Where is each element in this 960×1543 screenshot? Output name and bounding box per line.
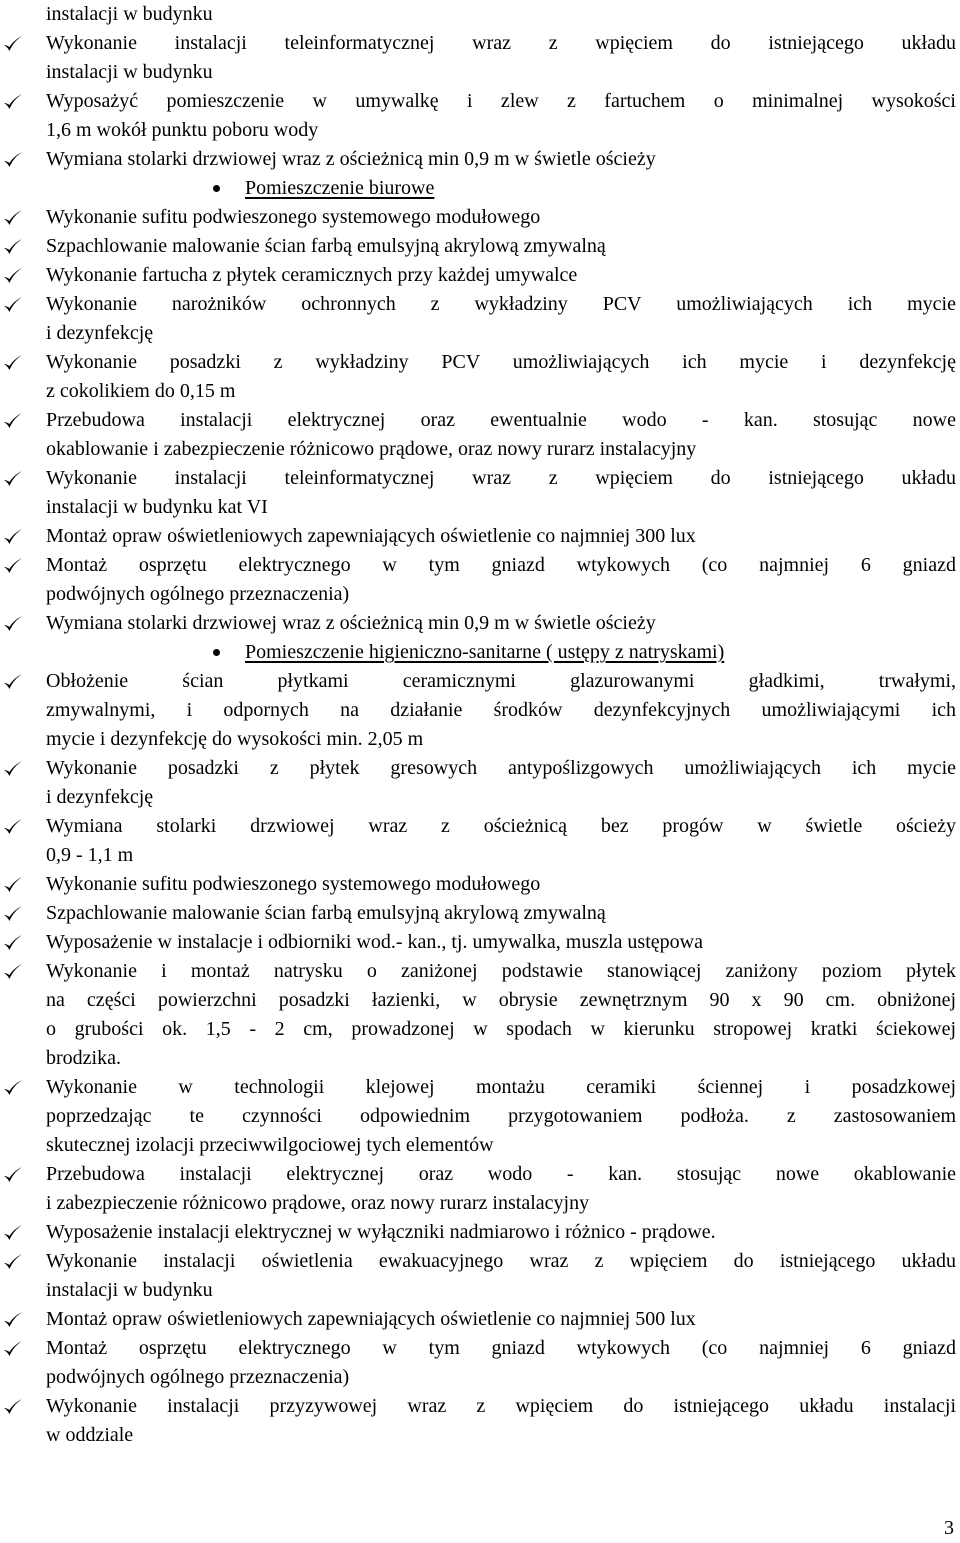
list-item-text: Wykonanie posadzki z wykładziny PCV umożliwiających ich mycie i dezynfekcję xyxy=(46,351,956,373)
list-item xyxy=(0,29,958,58)
list-item-continuation xyxy=(0,1421,958,1450)
list-item xyxy=(0,957,958,986)
checkmark-icon xyxy=(2,406,26,435)
list-item-continuation xyxy=(0,1189,958,1218)
list-item-text: Wykonanie sufitu podwieszonego systemowego modułowego xyxy=(46,206,541,228)
list-item xyxy=(0,609,958,638)
list-item xyxy=(0,1218,958,1247)
checkmark-icon xyxy=(2,145,26,174)
bullet-icon xyxy=(213,649,220,656)
list-item-text: Wykonanie i montaż natrysku o zaniżonej podstawie stanowiącej zaniżony poziom płytek xyxy=(46,960,956,982)
list-item-text: poprzedzając te czynności odpowiednim przygotowaniem podłoża. z zastosowaniem xyxy=(46,1105,956,1127)
section-heading-text: Pomieszczenie higieniczno-sanitarne ( ustępy z natryskami) xyxy=(245,641,725,663)
list-item xyxy=(0,406,958,435)
checkmark-icon xyxy=(2,232,26,261)
list-item-text: okablowanie i zabezpieczenie różnicowo prądowe, oraz nowy rurarz instalacyjny xyxy=(46,438,697,460)
list-item-text: skutecznej izolacji przeciwwilgociowej tych elementów xyxy=(46,1134,494,1156)
list-item xyxy=(0,1392,958,1421)
page-number: 3 xyxy=(944,1517,954,1539)
list-item-text: instalacji w budynku xyxy=(46,61,213,83)
list-item-continuation xyxy=(0,435,958,464)
list-item-text: 1,6 m wokół punktu poboru wody xyxy=(46,119,319,141)
list-item-continuation xyxy=(0,377,958,406)
list-item-text: 0,9 - 1,1 m xyxy=(46,844,134,866)
list-item xyxy=(0,928,958,957)
list-item-text: z cokolikiem do 0,15 m xyxy=(46,380,236,402)
checkmark-icon xyxy=(2,812,26,841)
list-item-text: Wykonanie w technologii klejowej montażu ceramiki ściennej i posadzkowej xyxy=(46,1076,956,1098)
checkmark-icon xyxy=(2,290,26,319)
checkmark-icon xyxy=(2,667,26,696)
checkmark-icon xyxy=(2,870,26,899)
list-item-text: Wykonanie narożników ochronnych z wykładziny PCV umożliwiających ich mycie xyxy=(46,293,956,315)
list-item-text: mycie i dezynfekcję do wysokości min. 2,05 m xyxy=(46,728,424,750)
list-item-text: podwójnych ogólnego przeznaczenia) xyxy=(46,1366,350,1388)
list-item-continuation xyxy=(0,116,958,145)
list-item-text: instalacji w budynku xyxy=(46,1279,213,1301)
checkmark-icon xyxy=(2,1334,26,1363)
list-item-continuation xyxy=(0,1015,958,1044)
bullet-icon xyxy=(213,185,220,192)
checkmark-icon xyxy=(2,348,26,377)
list-item-text: Montaż opraw oświetleniowych zapewniających oświetlenie co najmniej 500 lux xyxy=(46,1308,696,1330)
list-item xyxy=(0,1247,958,1276)
list-item xyxy=(0,1073,958,1102)
checkmark-icon xyxy=(2,754,26,783)
list-item xyxy=(0,1334,958,1363)
list-item xyxy=(0,754,958,783)
list-item-text: instalacji w budynku kat VI xyxy=(46,496,268,518)
list-item-continuation xyxy=(0,1131,958,1160)
section-heading-text: Pomieszczenie biurowe xyxy=(245,177,435,199)
checkmark-icon xyxy=(2,1305,26,1334)
list-item-continuation xyxy=(0,1102,958,1131)
checkmark-icon xyxy=(2,464,26,493)
list-item-text: Szpachlowanie malowanie ścian farbą emulsyjną akrylową zmywalną xyxy=(46,235,606,257)
list-item-text: Wymiana stolarki drzwiowej wraz z ościeżnicą min 0,9 m w świetle ościeży xyxy=(46,148,656,170)
list-item-text: Wykonanie instalacji oświetlenia ewakuacyjnego wraz z wpięciem do istniejącego układu xyxy=(46,1250,956,1272)
list-item xyxy=(0,290,958,319)
list-item-text: i zabezpieczenie różnicowo prądowe, oraz nowy rurarz instalacyjny xyxy=(46,1192,590,1214)
list-item xyxy=(0,464,958,493)
checkmark-icon xyxy=(2,1160,26,1189)
list-item-text: Wykonanie instalacji teleinformatycznej wraz z wpięciem do istniejącego układu xyxy=(46,467,956,489)
list-item-text: instalacji w budynku xyxy=(46,3,213,25)
list-item-text: zmywalnymi, i odpornych na działanie środków dezynfekcyjnych umożliwiającymi ich xyxy=(46,699,956,721)
list-item-text: Wyposażyć pomieszczenie w umywalkę i zlew z fartuchem o minimalnej wysokości xyxy=(46,90,956,112)
list-item xyxy=(0,232,958,261)
list-item-continuation xyxy=(0,580,958,609)
list-item-text: Montaż osprzętu elektrycznego w tym gniazd wtykowych (co najmniej 6 gniazd xyxy=(46,554,956,576)
list-item-continuation xyxy=(0,783,958,812)
list-item xyxy=(0,1160,958,1189)
list-item-continuation xyxy=(0,1363,958,1392)
checkmark-icon xyxy=(2,261,26,290)
list-item xyxy=(0,522,958,551)
list-item-text: Wymiana stolarki drzwiowej wraz z ościeżnicą min 0,9 m w świetle ościeży xyxy=(46,612,656,634)
list-item-continuation xyxy=(0,319,958,348)
list-item xyxy=(0,1305,958,1334)
list-item-text: i dezynfekcję xyxy=(46,786,154,808)
list-item xyxy=(0,812,958,841)
list-item-text: Obłożenie ścian płytkami ceramicznymi glazurowanymi gładkimi, trwałymi, xyxy=(46,670,956,692)
list-item-continuation xyxy=(0,0,958,29)
list-item xyxy=(0,870,958,899)
list-item xyxy=(0,145,958,174)
list-item xyxy=(0,261,958,290)
list-item-text: Przebudowa instalacji elektrycznej oraz wodo - kan. stosując nowe okablowanie xyxy=(46,1163,956,1185)
list-item-text: o grubości ok. 1,5 - 2 cm, prowadzonej w spodach w kierunku stropowej kratki ściekowej xyxy=(46,1018,956,1040)
list-item-continuation xyxy=(0,725,958,754)
list-item xyxy=(0,551,958,580)
list-item-text: Wykonanie fartucha z płytek ceramicznych przy każdej umywalce xyxy=(46,264,578,286)
checkmark-icon xyxy=(2,551,26,580)
checkmark-icon xyxy=(2,1073,26,1102)
list-item xyxy=(0,87,958,116)
list-item-text: Szpachlowanie malowanie ścian farbą emulsyjną akrylową zmywalną xyxy=(46,902,606,924)
checkmark-icon xyxy=(2,1218,26,1247)
list-item-text: Wykonanie instalacji teleinformatycznej wraz z wpięciem do istniejącego układu xyxy=(46,32,956,54)
section-heading xyxy=(0,174,958,203)
list-item-text: Wyposażenie instalacji elektrycznej w wyłączniki nadmiarowo i różnico - prądowe. xyxy=(46,1221,716,1243)
list-item xyxy=(0,348,958,377)
list-item-text: Montaż osprzętu elektrycznego w tym gniazd wtykowych (co najmniej 6 gniazd xyxy=(46,1337,956,1359)
list-item-text: podwójnych ogólnego przeznaczenia) xyxy=(46,583,350,605)
list-item-text: Wyposażenie w instalacje i odbiorniki wod.- kan., tj. umywalka, muszla ustępowa xyxy=(46,931,703,953)
list-item-text: Wykonanie posadzki z płytek gresowych antypoślizgowych umożliwiających ich mycie xyxy=(46,757,956,779)
list-item-text: na części powierzchni posadzki łazienki, w obrysie zewnętrznym 90 x 90 cm. obniżonej xyxy=(46,989,956,1011)
checkmark-icon xyxy=(2,29,26,58)
list-item-continuation xyxy=(0,841,958,870)
list-item-text: Wykonanie sufitu podwieszonego systemowego modułowego xyxy=(46,873,541,895)
list-item-continuation xyxy=(0,696,958,725)
list-item-continuation xyxy=(0,986,958,1015)
list-item-continuation xyxy=(0,493,958,522)
list-item-text: w oddziale xyxy=(46,1424,134,1446)
list-item-text: Montaż opraw oświetleniowych zapewniających oświetlenie co najmniej 300 lux xyxy=(46,525,696,547)
checkmark-icon xyxy=(2,1247,26,1276)
list-item-text: Wymiana stolarki drzwiowej wraz z ościeżnicą bez progów w świetle ościeży xyxy=(46,815,956,837)
list-item-text: brodzika. xyxy=(46,1047,121,1069)
section-heading xyxy=(0,638,958,667)
list-item-text: Wykonanie instalacji przyzywowej wraz z wpięciem do istniejącego układu instalacji xyxy=(46,1395,956,1417)
checkmark-icon xyxy=(2,609,26,638)
checkmark-icon xyxy=(2,1392,26,1421)
checkmark-icon xyxy=(2,899,26,928)
list-item xyxy=(0,203,958,232)
list-item xyxy=(0,899,958,928)
checkmark-icon xyxy=(2,522,26,551)
list-item-continuation xyxy=(0,1044,958,1073)
checkmark-icon xyxy=(2,957,26,986)
list-item-text: i dezynfekcję xyxy=(46,322,154,344)
checkmark-icon xyxy=(2,87,26,116)
list-item-continuation xyxy=(0,1276,958,1305)
list-item-text: Przebudowa instalacji elektrycznej oraz ewentualnie wodo - kan. stosując nowe xyxy=(46,409,956,431)
checkmark-icon xyxy=(2,203,26,232)
list-item-continuation xyxy=(0,58,958,87)
checkmark-icon xyxy=(2,928,26,957)
list-item xyxy=(0,667,958,696)
